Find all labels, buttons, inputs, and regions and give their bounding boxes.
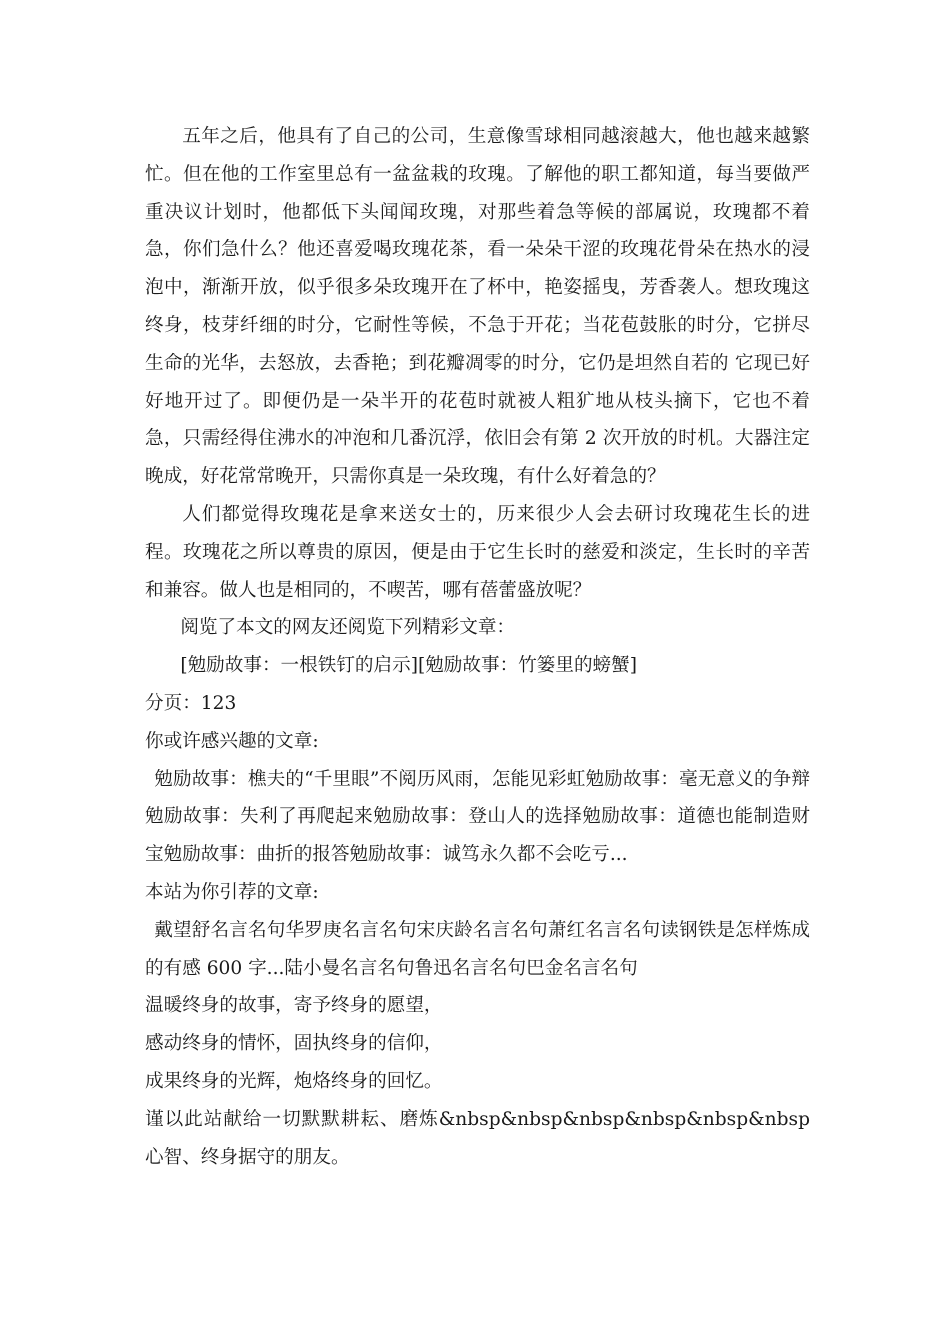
footer-line-3: 成果终身的光辉，炮烙终身的回忆。: [145, 1070, 443, 1092]
article-paragraph-2: 人们都觉得玫瑰花是拿来送女士的，历来很少人会去研讨玫瑰花生长的进程。玫瑰花之所以尊贵的原因，便是由于它生长时的慈爱和淡定，生长时的辛苦和兼容。做人也是相同的，不喫苦，哪有蓓蕾盛放呢？: [145, 503, 810, 601]
document-page: [145, 118, 810, 1176]
related-intro: 阅览了本文的网友还阅览下列精彩文章：: [180, 617, 516, 639]
interest-links[interactable]: 勉励故事：樵夫的“千里眼”不阅历风雨，怎能见彩虹勉励故事：毫无意义的争辩勉励故事：失利了再爬起来勉励故事：登山人的选择勉励故事：道德也能制造财宝勉励故事：曲折的报答勉励故事：诚笃永久都不会吃亏...: [145, 768, 810, 866]
pagination[interactable]: 分页：123: [145, 692, 237, 714]
interest-heading: 你或许感兴趣的文章:: [145, 730, 319, 752]
footer-dedication: 谨以此站献给一切默默耕耘、磨炼&nbsp&nbsp&nbsp&nbsp&nbsp&nbsp 心智、终身据守的朋友。: [145, 1108, 810, 1168]
footer-line-2: 感动终身的情怀，固执终身的信仰，: [145, 1033, 443, 1055]
recommend-links[interactable]: 戴望舒名言名句华罗庚名言名句宋庆龄名言名句萧红名言名句读钢铁是怎样炼成的有感 600 字...陆小曼名言名句鲁迅名言名句巴金名言名句: [145, 919, 810, 979]
recommend-heading: 本站为你引荐的文章:: [145, 881, 319, 903]
article-paragraph-1: 五年之后，他具有了自己的公司，生意像雪球相同越滚越大，他也越来越繁忙。但在他的工作室里总有一盆盆栽的玫瑰。了解他的职工都知道，每当要做严重决议计划时，他都低下头闻闻玫瑰，对那些着急等候的部属说，玫瑰都不着急，你们急什么？他还喜爱喝玫瑰花茶，看一朵朵干涩的玫瑰花骨朵在热水的浸泡中，渐渐开放，似乎很多朵玫瑰开在了杯中，艳姿摇曳，芳香袭人。想玫瑰这终身，枝芽纤细的时分，它耐性等候，不急于开花；当花苞鼓胀的时分，它拼尽生命的光华，去怒放，去香艳；到花瓣凋零的时分，它仍是坦然自若的 它现已好好地开过了。即便仍是一朵半开的花苞时就被人粗犷地从枝头摘下，它也不着急，只需经得住沸水的冲泡和几番沉浮，依旧会有第 2 次开放的时机。大器注定晚成，好花常常晚开，只需你真是一朵玫瑰，有什么好着急的？: [145, 126, 810, 488]
related-links[interactable]: [勉励故事：一根铁钉的启示][勉励故事：竹篓里的螃蟹]: [180, 655, 638, 677]
footer-line-1: 温暖终身的故事，寄予终身的愿望，: [145, 995, 443, 1017]
